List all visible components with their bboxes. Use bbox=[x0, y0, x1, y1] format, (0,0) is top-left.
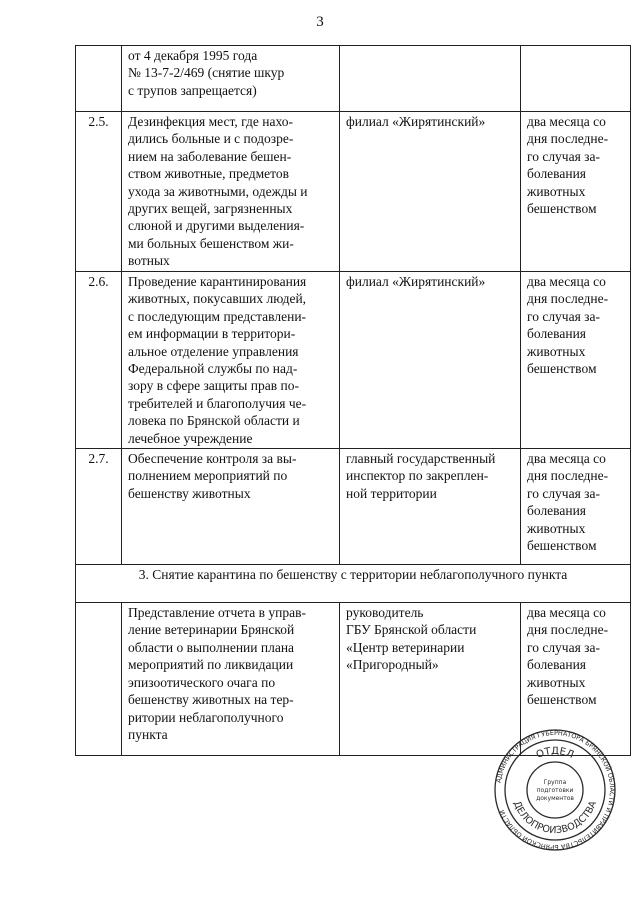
executor-text: ГБУ Брянской области bbox=[346, 622, 477, 638]
deadline-text: два месяца со bbox=[527, 274, 606, 289]
measure-text: альное отделение управления bbox=[128, 343, 299, 359]
deadline-text: го случая за- bbox=[527, 485, 600, 501]
executor-text: «Пригородный» bbox=[346, 657, 439, 673]
deadline-text: животных bbox=[527, 520, 586, 536]
section-row bbox=[76, 565, 631, 603]
executor-cell bbox=[340, 449, 521, 565]
measure-text: от 4 декабря 1995 года bbox=[128, 48, 258, 63]
executor-text: руководитель bbox=[346, 605, 424, 621]
measure-cell bbox=[122, 272, 340, 449]
measure-text: полнением мероприятий по bbox=[128, 468, 288, 484]
deadline-cell bbox=[521, 449, 631, 565]
measure-text: нием на заболевание бешен- bbox=[128, 148, 292, 164]
measure-text: дились больные и с подозре- bbox=[128, 131, 294, 147]
executor-cell bbox=[340, 112, 521, 272]
deadline-text: животных bbox=[527, 343, 586, 359]
deadline-text: два месяца со bbox=[527, 114, 606, 129]
stamp-center-line: Группа bbox=[543, 779, 567, 786]
row-number bbox=[76, 46, 122, 112]
deadline-text: болевания bbox=[527, 326, 587, 342]
table-row bbox=[76, 46, 631, 112]
row-number: 2.6. bbox=[76, 272, 122, 449]
deadline-text: го случая за- bbox=[527, 148, 600, 164]
measure-text: ством животные, предметов bbox=[128, 166, 289, 182]
measure-text: Представление отчета в управ- bbox=[128, 605, 306, 621]
measure-text: ухода за животными, одежды и bbox=[128, 183, 308, 199]
measure-cell bbox=[122, 449, 340, 565]
deadline-text: бешенством bbox=[527, 201, 597, 217]
measure-text: Дезинфекция мест, где нахо- bbox=[128, 114, 293, 129]
deadline-text: го случая за- bbox=[527, 639, 600, 655]
deadline-text: бешенством bbox=[527, 361, 597, 377]
deadline-text: болевания bbox=[527, 657, 587, 673]
measure-text: ление ветеринарии Брянской bbox=[128, 622, 295, 638]
stamp-center-line: подготовки bbox=[536, 787, 574, 794]
measure-text: других вещей, загрязненных bbox=[128, 201, 293, 217]
measure-text: пункта bbox=[128, 726, 168, 742]
section-title: 3. Снятие карантина по бешенству с территории неблагополучного пункта bbox=[76, 565, 631, 603]
deadline-text: животных bbox=[527, 183, 586, 199]
deadline-text: бешенством bbox=[527, 692, 597, 708]
table-row bbox=[76, 112, 631, 272]
measure-text: эпизоотического очага по bbox=[128, 674, 276, 690]
measure-cell bbox=[122, 603, 340, 756]
deadline-text: дня последне- bbox=[527, 468, 609, 484]
measure-text: области о выполнении плана bbox=[128, 639, 295, 655]
row-number: 2.5. bbox=[76, 112, 122, 272]
measure-text: Обеспечение контроля за вы- bbox=[128, 451, 297, 467]
measure-text: бешенству животных bbox=[128, 485, 251, 501]
measure-text: слюной и другими выделения- bbox=[128, 218, 305, 234]
stamp-outer-text: АДМИНИСТРАЦИЯ ГУБЕРНАТОРА БРЯНСКОЙ ОБЛАСТИ И ПРАВИТЕЛЬСТВА БРЯНСКОЙ ОБЛАСТИ bbox=[494, 728, 617, 852]
measure-text: требителей и благополучия че- bbox=[128, 395, 307, 411]
table-row bbox=[76, 449, 631, 565]
stamp-center-line: документов bbox=[536, 795, 574, 802]
deadline-text: животных bbox=[527, 674, 586, 690]
measure-text: с последующим представлени- bbox=[128, 308, 307, 324]
stamp-top-text: ОТДЕЛ bbox=[534, 745, 576, 761]
deadline-cell bbox=[521, 112, 631, 272]
measure-text: бешенству животных на тер- bbox=[128, 692, 294, 708]
measure-cell bbox=[122, 46, 340, 112]
measure-text: животных, покусавших людей, bbox=[128, 291, 307, 307]
executor-text: филиал «Жирятинский» bbox=[346, 114, 486, 129]
executor-text: инспектор по закреплен- bbox=[346, 468, 489, 484]
deadline-text: дня последне- bbox=[527, 291, 609, 307]
office-stamp bbox=[493, 728, 617, 852]
table-row bbox=[76, 272, 631, 449]
deadline-cell bbox=[521, 272, 631, 449]
deadline-text: дня последне- bbox=[527, 622, 609, 638]
measure-text: с трупов запрещается) bbox=[128, 82, 257, 98]
measure-text: Проведение карантинирования bbox=[128, 274, 307, 289]
deadline-text: болевания bbox=[527, 166, 587, 182]
stamp-bottom-text: ДЕЛОПРОИЗВОДСТВА bbox=[510, 799, 600, 837]
measure-text: зору в сфере защиты прав по- bbox=[128, 378, 299, 394]
executor-cell bbox=[340, 46, 521, 112]
executor-text: главный государственный bbox=[346, 451, 496, 467]
deadline-cell bbox=[521, 46, 631, 112]
measures-table bbox=[75, 45, 631, 756]
measure-text: мероприятий по ликвидации bbox=[128, 657, 294, 673]
measure-text: ем информации в территори- bbox=[128, 326, 296, 342]
row-number bbox=[76, 603, 122, 756]
measure-text: Федеральной службы по над- bbox=[128, 361, 298, 377]
measure-text: ми больных бешенством жи- bbox=[128, 235, 294, 251]
measure-text: № 13-7-2/469 (снятие шкур bbox=[128, 65, 285, 81]
executor-text: «Центр ветеринарии bbox=[346, 639, 465, 655]
measure-text: вотных bbox=[128, 253, 170, 269]
measure-text: ритории неблагополучного bbox=[128, 709, 284, 725]
deadline-text: два месяца со bbox=[527, 605, 606, 621]
executor-cell bbox=[340, 272, 521, 449]
deadline-text: болевания bbox=[527, 503, 587, 519]
executor-text: филиал «Жирятинский» bbox=[346, 274, 486, 289]
deadline-text: два месяца со bbox=[527, 451, 606, 467]
measure-text: лечебное учреждение bbox=[128, 430, 253, 446]
executor-text: ной территории bbox=[346, 485, 437, 501]
measure-cell bbox=[122, 112, 340, 272]
deadline-text: го случая за- bbox=[527, 308, 600, 324]
deadline-text: бешенством bbox=[527, 538, 597, 554]
row-number: 2.7. bbox=[76, 449, 122, 565]
page-number: 3 bbox=[316, 14, 324, 30]
deadline-text: дня последне- bbox=[527, 131, 609, 147]
measure-text: ловека по Брянской области и bbox=[128, 413, 300, 429]
